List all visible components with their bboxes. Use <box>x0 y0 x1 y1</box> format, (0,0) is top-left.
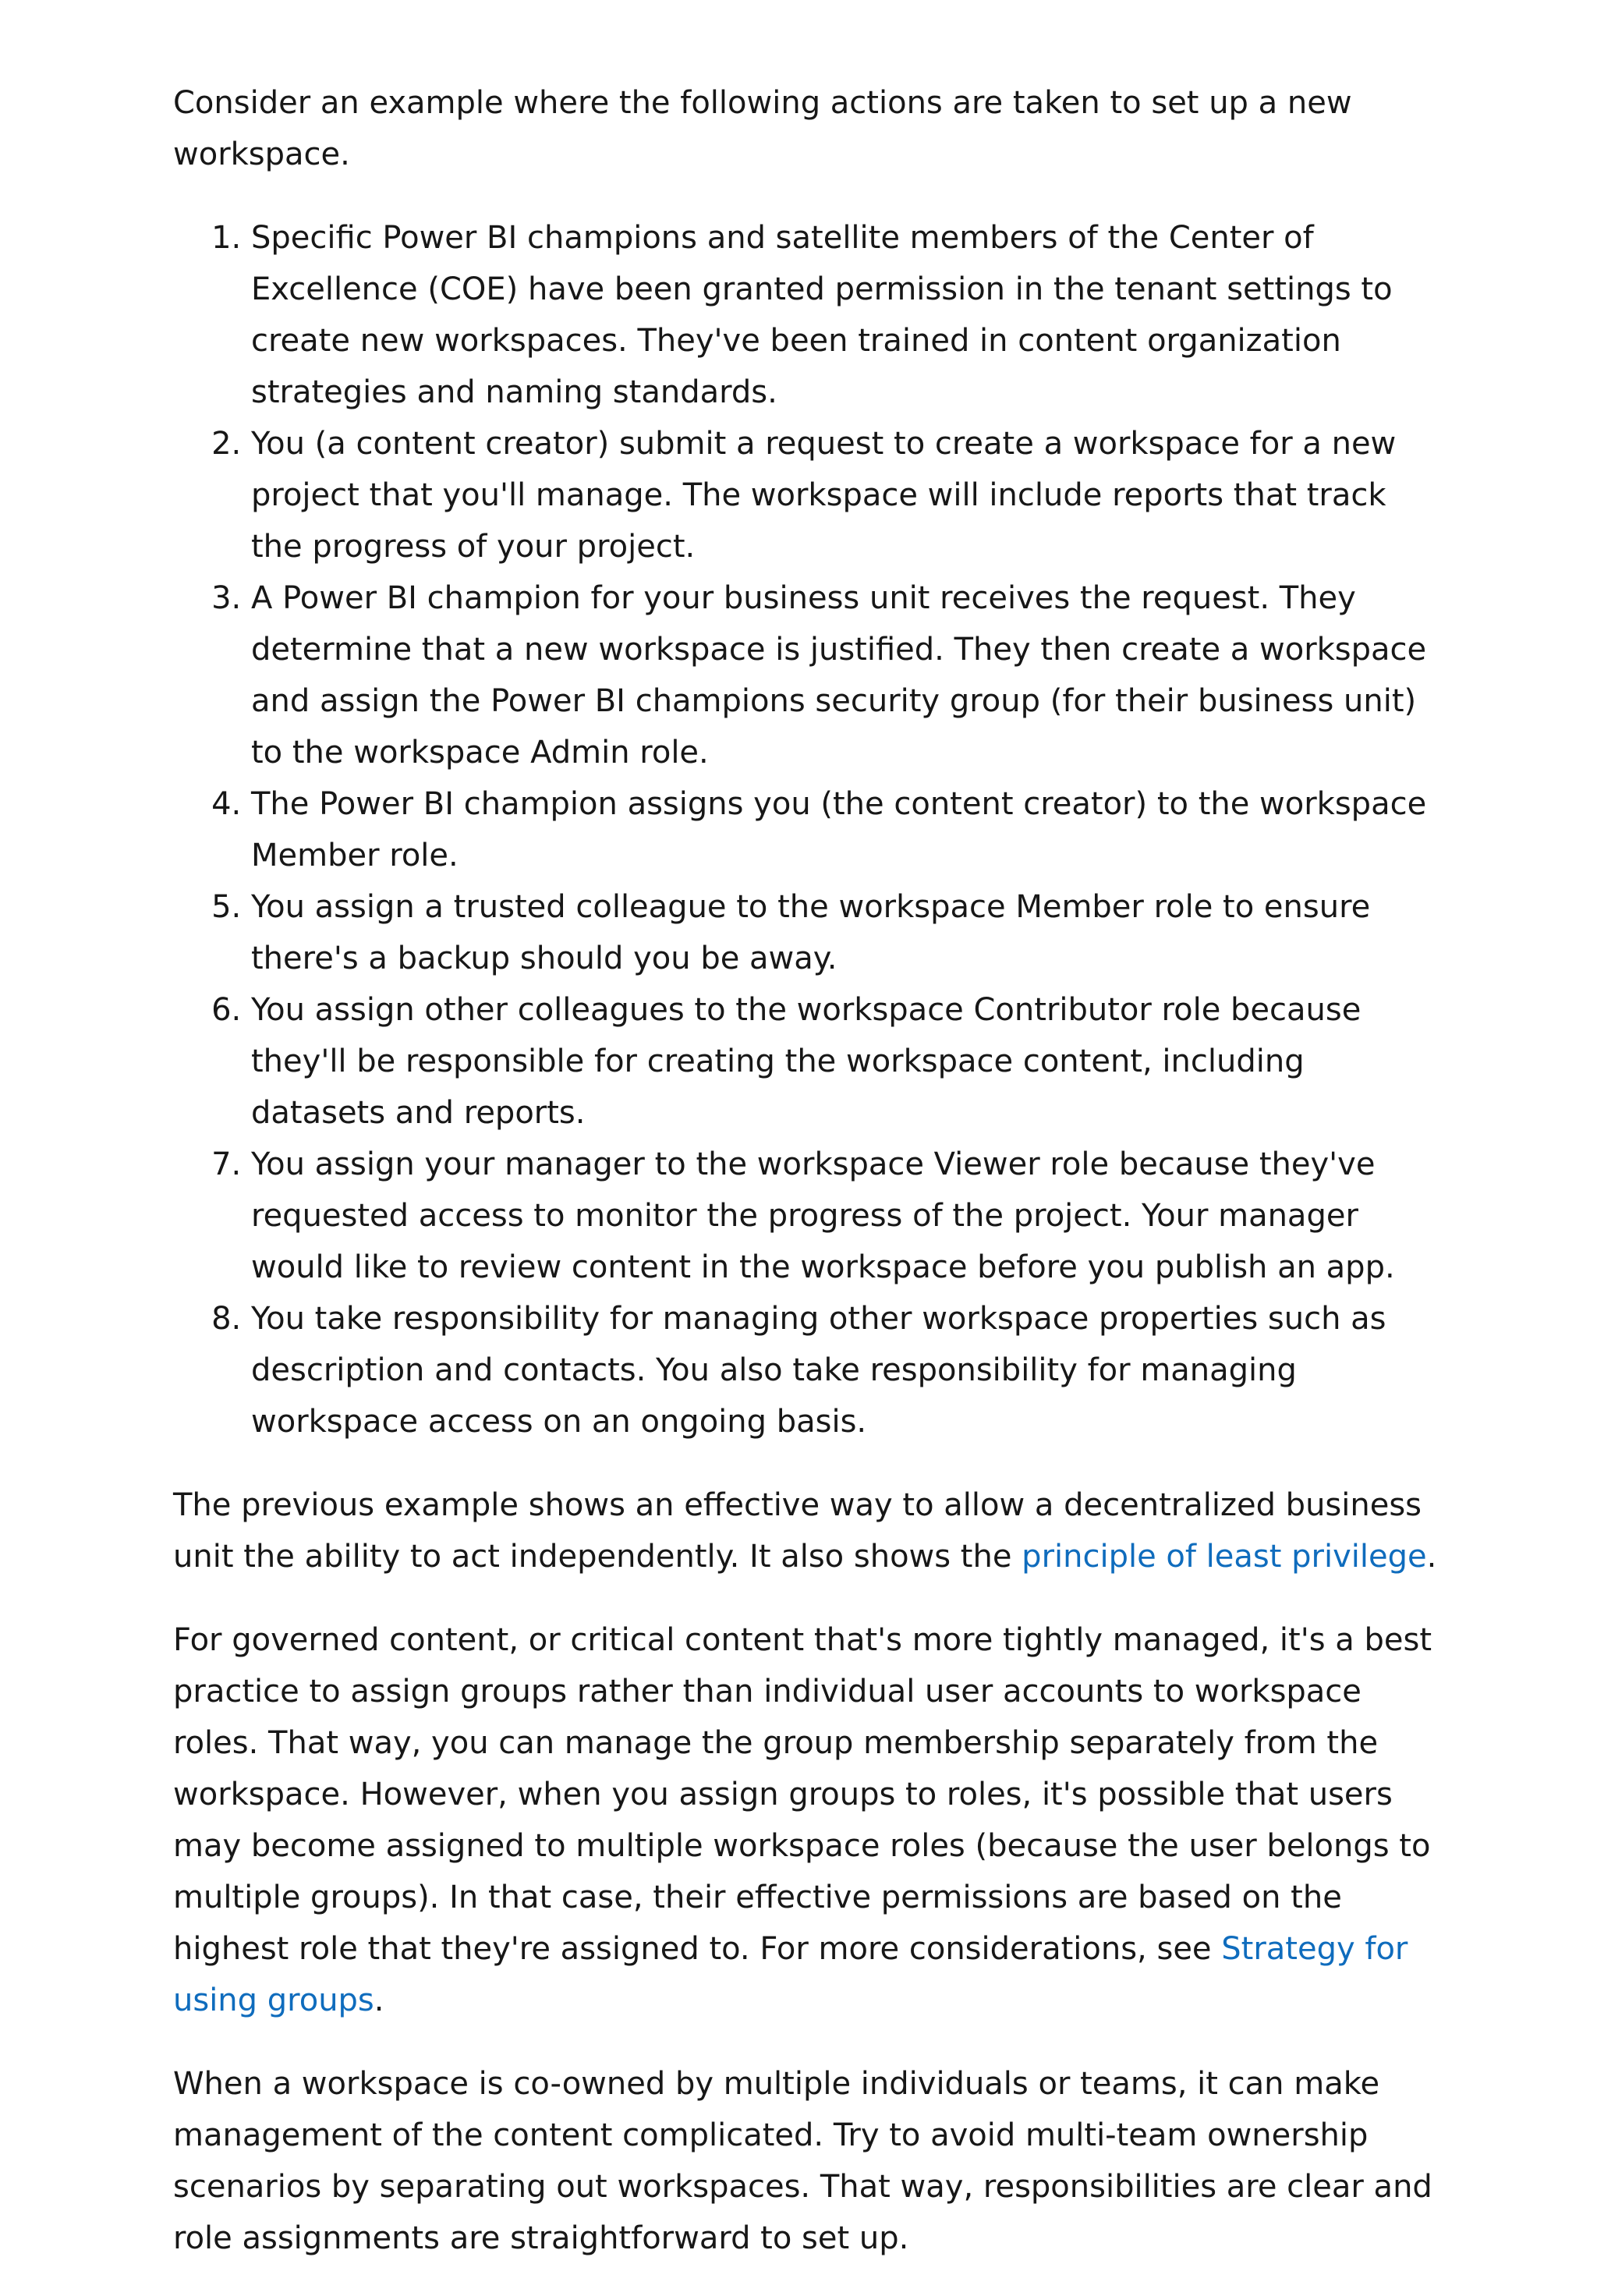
least-privilege-link[interactable]: principle of least privilege <box>1022 1539 1427 1575</box>
paragraph-text: The previous example shows an effective way to allow a decentralized business unit the ability to act independently. It also shows the <box>173 1487 1422 1575</box>
list-item: 6. You assign other colleagues to the workspace Contributor role because they'll be responsible for creating the workspace content, including datasets and reports. <box>251 984 1440 1139</box>
setup-steps-list <box>173 212 1440 1447</box>
list-item: 3. A Power BI champion for your business unit receives the request. They determine that a new workspace is justified. They then create a workspace and assign the Power BI champions security group (for their business unit) to the workspace Admin role. <box>251 572 1440 778</box>
paragraph-text: . <box>1426 1539 1437 1575</box>
intro-paragraph: Consider an example where the following actions are taken to set up a new workspace. <box>173 85 1352 172</box>
article-body <box>173 77 1440 2296</box>
list-item: 2. You (a content creator) submit a request to create a workspace for a new project that you'll manage. The workspace will include reports that track the progress of your project. <box>251 418 1440 572</box>
list-item: 4. The Power BI champion assigns you (the content creator) to the workspace Member role. <box>251 778 1440 881</box>
co-owned-paragraph: When a workspace is co-owned by multiple individuals or teams, it can make management of the content complicated. Try to avoid multi-team ownership scenarios by separating out workspaces. That way, responsibilities are clear and role assignments are straightforward to set up. <box>173 2066 1432 2256</box>
list-item: 7. You assign your manager to the workspace Viewer role because they've requested access to monitor the progress of the project. Your manager would like to review content in the workspace before you publish an app. <box>251 1139 1440 1293</box>
groups-strategy-link[interactable]: Strategy for using groups <box>173 1931 1408 2018</box>
list-item: 5. You assign a trusted colleague to the workspace Member role to ensure there's a backup should you be away. <box>251 881 1440 984</box>
governed-content-paragraph <box>173 1614 1440 2026</box>
previous-example-paragraph <box>173 1479 1440 1582</box>
list-item: 8. You take responsibility for managing other workspace properties such as description and contacts. You also take responsibility for managing workspace access on an ongoing basis. <box>251 1293 1440 1447</box>
paragraph-text: For governed content, or critical content that's more tightly managed, it's a best practice to assign groups rather than individual user accounts to workspace roles. That way, you can manage the group membership separately from the workspace. However, when you assign groups to roles, it's possible that users may become assigned to multiple workspace roles (because the user belongs to multiple groups). In that case, their effective permissions are based on the highest role that they're assigned to. For more considerations, see <box>173 1622 1432 1967</box>
paragraph-text: . <box>374 1982 384 2018</box>
list-item: 1. Specific Power BI champions and satellite members of the Center of Excellence (COE) have been granted permission in the tenant settings to create new workspaces. They've been trained in content organization strategies and naming standards. <box>251 212 1440 418</box>
